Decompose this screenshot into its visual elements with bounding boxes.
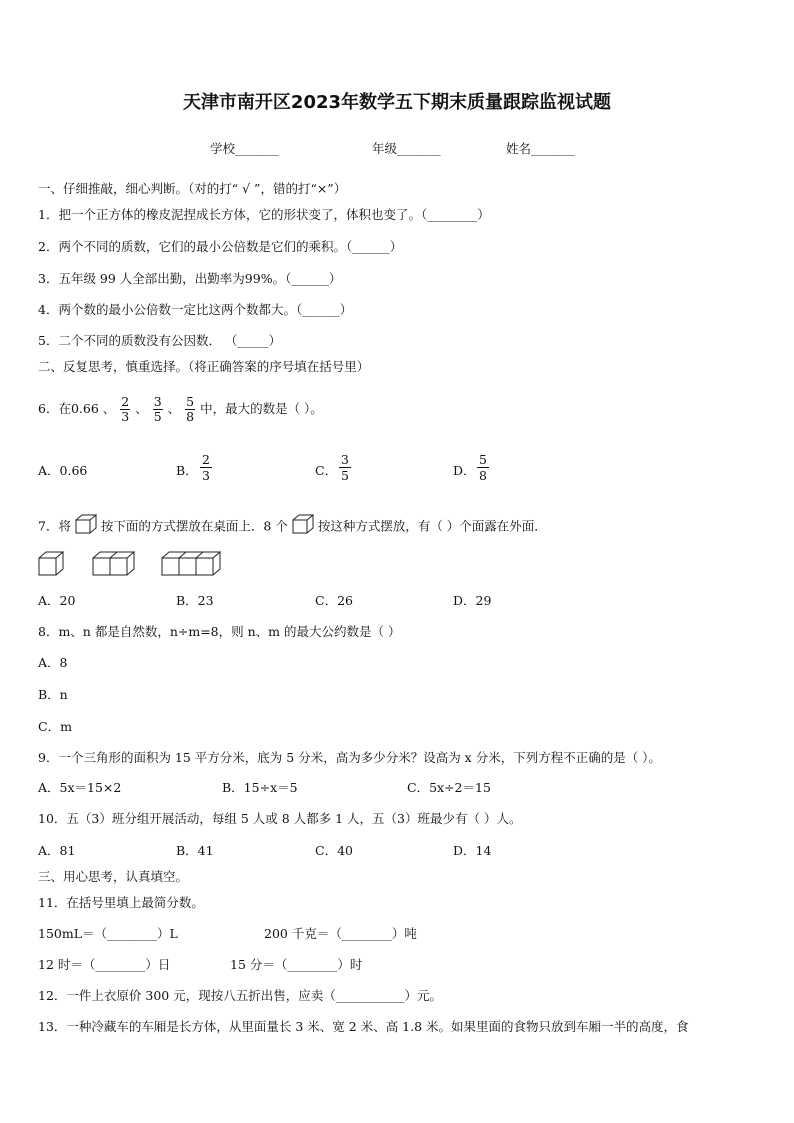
q11-item-1: 150mL＝（________）L (38, 926, 178, 941)
q10-option-b: B．41 (176, 843, 214, 858)
q6-fraction-5-8: $\frac{5}{8}$ (186, 394, 195, 424)
question-13: 13．一种冷藏车的车厢是长方体，从里面量长 3 米、宽 2 米、高 1.8 米。如果里面的食物只放到车厢一半的高度，食 (38, 1019, 689, 1034)
cube-icon (75, 514, 97, 540)
q6-option-d-fraction: $\frac{5}{8}$ (479, 452, 487, 483)
school-field: 学校_______ (210, 141, 279, 156)
question-10: 10．五（3）班分组开展活动，每组 5 人或 8 人都多 1 人，五（3）班最少有（ ）人。 (38, 811, 522, 826)
q6-prefix: 6．在0.66 、 (38, 401, 116, 416)
q6-option-c-label: C． (315, 463, 338, 478)
q10-option-a: A．81 (38, 843, 76, 858)
q10-option-c: C．40 (315, 843, 353, 858)
q7-option-d: D．29 (453, 593, 492, 608)
q6-option-b-fraction: $\frac{2}{3}$ (202, 452, 210, 483)
cube-icon (292, 514, 314, 540)
q7-part3: 按这种方式摆放，有（ ）个面露在外面． (317, 518, 547, 534)
page-title: 天津市南开区2023年数学五下期末质量跟踪监视试题 (182, 92, 612, 113)
q6-sep-2: 、 (167, 401, 181, 416)
q10-option-d: D．14 (453, 843, 492, 858)
question-7 (38, 514, 547, 540)
q7-option-a: A．20 (38, 593, 76, 608)
q8-option-a: A．8 (38, 655, 68, 670)
q9-option-c: C．5x÷2＝15 (407, 780, 491, 795)
question-1: 1．把一个正方体的橡皮泥捏成长方体，它的形状变了，体积也变了。（________） (38, 207, 490, 222)
q9-option-a: A．5x＝15×2 (38, 780, 122, 795)
question-9: 9．一个三角形的面积为 15 平方分米，底为 5 分米，高为多少分米？设高为 x 分米，下列方程不正确的是（ ）。 (38, 750, 661, 765)
question-3: 3．五年级 99 人全部出勤，出勤率为99%。（______） (38, 271, 342, 286)
q11-item-3: 12 时＝（________）日 (38, 957, 171, 972)
section1-heading: 一、仔细推敲，细心判断。（对的打“ √ ”，错的打“×”） (38, 181, 347, 196)
name-field: 姓名_______ (506, 141, 575, 156)
q7-one-cube-figure (38, 551, 64, 577)
q6-option-c-fraction: $\frac{3}{5}$ (341, 452, 349, 483)
q7-option-c: C．26 (315, 593, 353, 608)
question-11: 11．在括号里填上最简分数。 (38, 895, 204, 910)
q6-option-d-label: D． (453, 463, 476, 478)
grade-field: 年级_______ (372, 141, 441, 156)
section2-heading: 二、反复思考，慎重选择。（将正确答案的序号填在括号里） (38, 359, 370, 374)
question-12: 12．一件上衣原价 300 元，现按八五折出售，应卖（___________）元。 (38, 988, 442, 1003)
q8-option-b: B．n (38, 687, 68, 702)
q7-part1: 7．将 (38, 518, 71, 534)
section3-heading: 三、用心思考，认真填空。 (38, 869, 189, 884)
q11-item-2: 200 千克＝（________）吨 (264, 926, 417, 941)
q6-suffix: 中，最大的数是（ ）。 (200, 401, 323, 416)
q6-sep: 、 (135, 401, 148, 416)
question-2: 2．两个不同的质数，它们的最小公倍数是它们的乘积。（______） (38, 239, 403, 254)
q7-part2: 按下面的方式摆放在桌面上．8 个 (100, 518, 288, 534)
q11-item-4: 15 分＝（________）时 (230, 957, 363, 972)
q6-option-b-label: B． (176, 463, 198, 478)
q7-option-b: B．23 (176, 593, 214, 608)
question-5: 5．二个不同的质数没有公因数． （_____） (38, 333, 282, 348)
question-8: 8．m、n 都是自然数，n÷m=8，则 n、m 的最大公约数是（ ） (38, 624, 401, 639)
q6-fraction-3-5: $\frac{3}{5}$ (153, 394, 162, 424)
q6-fraction-2-3: $\frac{2}{3}$ (121, 394, 130, 424)
q7-two-cube-figure (92, 551, 135, 577)
question-6 (38, 392, 323, 426)
q8-option-c: C．m (38, 719, 72, 734)
q9-option-b: B．15÷x＝5 (222, 780, 298, 795)
q7-three-cube-figure (161, 551, 221, 577)
q6-option-a: A．0.66 (38, 463, 88, 478)
question-4: 4．两个数的最小公倍数一定比这两个数都大。（______） (38, 302, 353, 317)
